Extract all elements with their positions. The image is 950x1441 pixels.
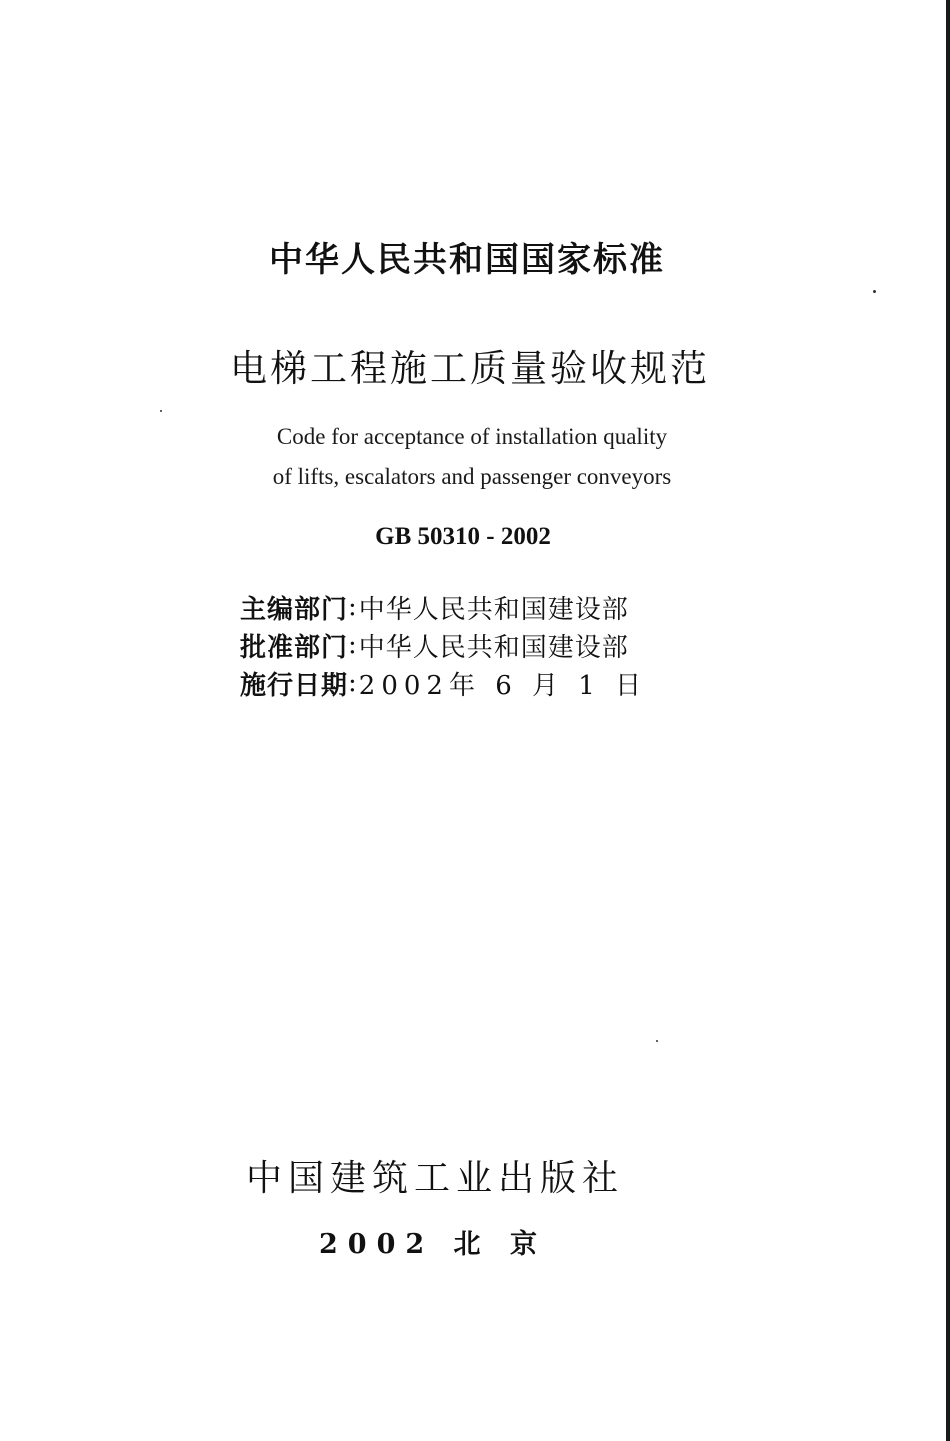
scan-speck (873, 290, 876, 293)
meta-label: 主编部门 (240, 594, 349, 625)
english-title-line-2: of lifts, escalators and passenger conveyors (272, 464, 672, 489)
meta-separator: : (348, 592, 357, 622)
scan-speck (160, 410, 162, 412)
meta-value: 2002年 6 月 1 日 (358, 670, 648, 701)
meta-label: 批准部门 (240, 632, 349, 663)
scan-speck (656, 1040, 658, 1042)
standard-code-number: GB 50310 - 2002 (375, 523, 551, 550)
standard-series-title: 中华人民共和国国家标准 (269, 240, 665, 280)
issuing-info (240, 588, 680, 702)
meta-row-chief-editor (240, 588, 680, 626)
meta-row-approval (240, 626, 680, 664)
meta-value: 中华人民共和国建设部 (358, 594, 629, 625)
meta-separator: : (348, 668, 357, 698)
meta-row-effective-date (240, 664, 680, 702)
meta-value: 中华人民共和国建设部 (358, 632, 629, 663)
meta-separator: : (348, 630, 357, 660)
english-title (0, 417, 947, 497)
english-title-line-1: Code for acceptance of installation quality (276, 424, 668, 449)
page-binding-edge (946, 0, 950, 1441)
meta-label: 施行日期 (240, 670, 349, 701)
document-title: 电梯工程施工质量验收规范 (230, 347, 710, 390)
publisher-name: 中国建筑工业出版社 (245, 1158, 624, 1199)
publication-year-place: 2002 北 京 (319, 1229, 547, 1260)
